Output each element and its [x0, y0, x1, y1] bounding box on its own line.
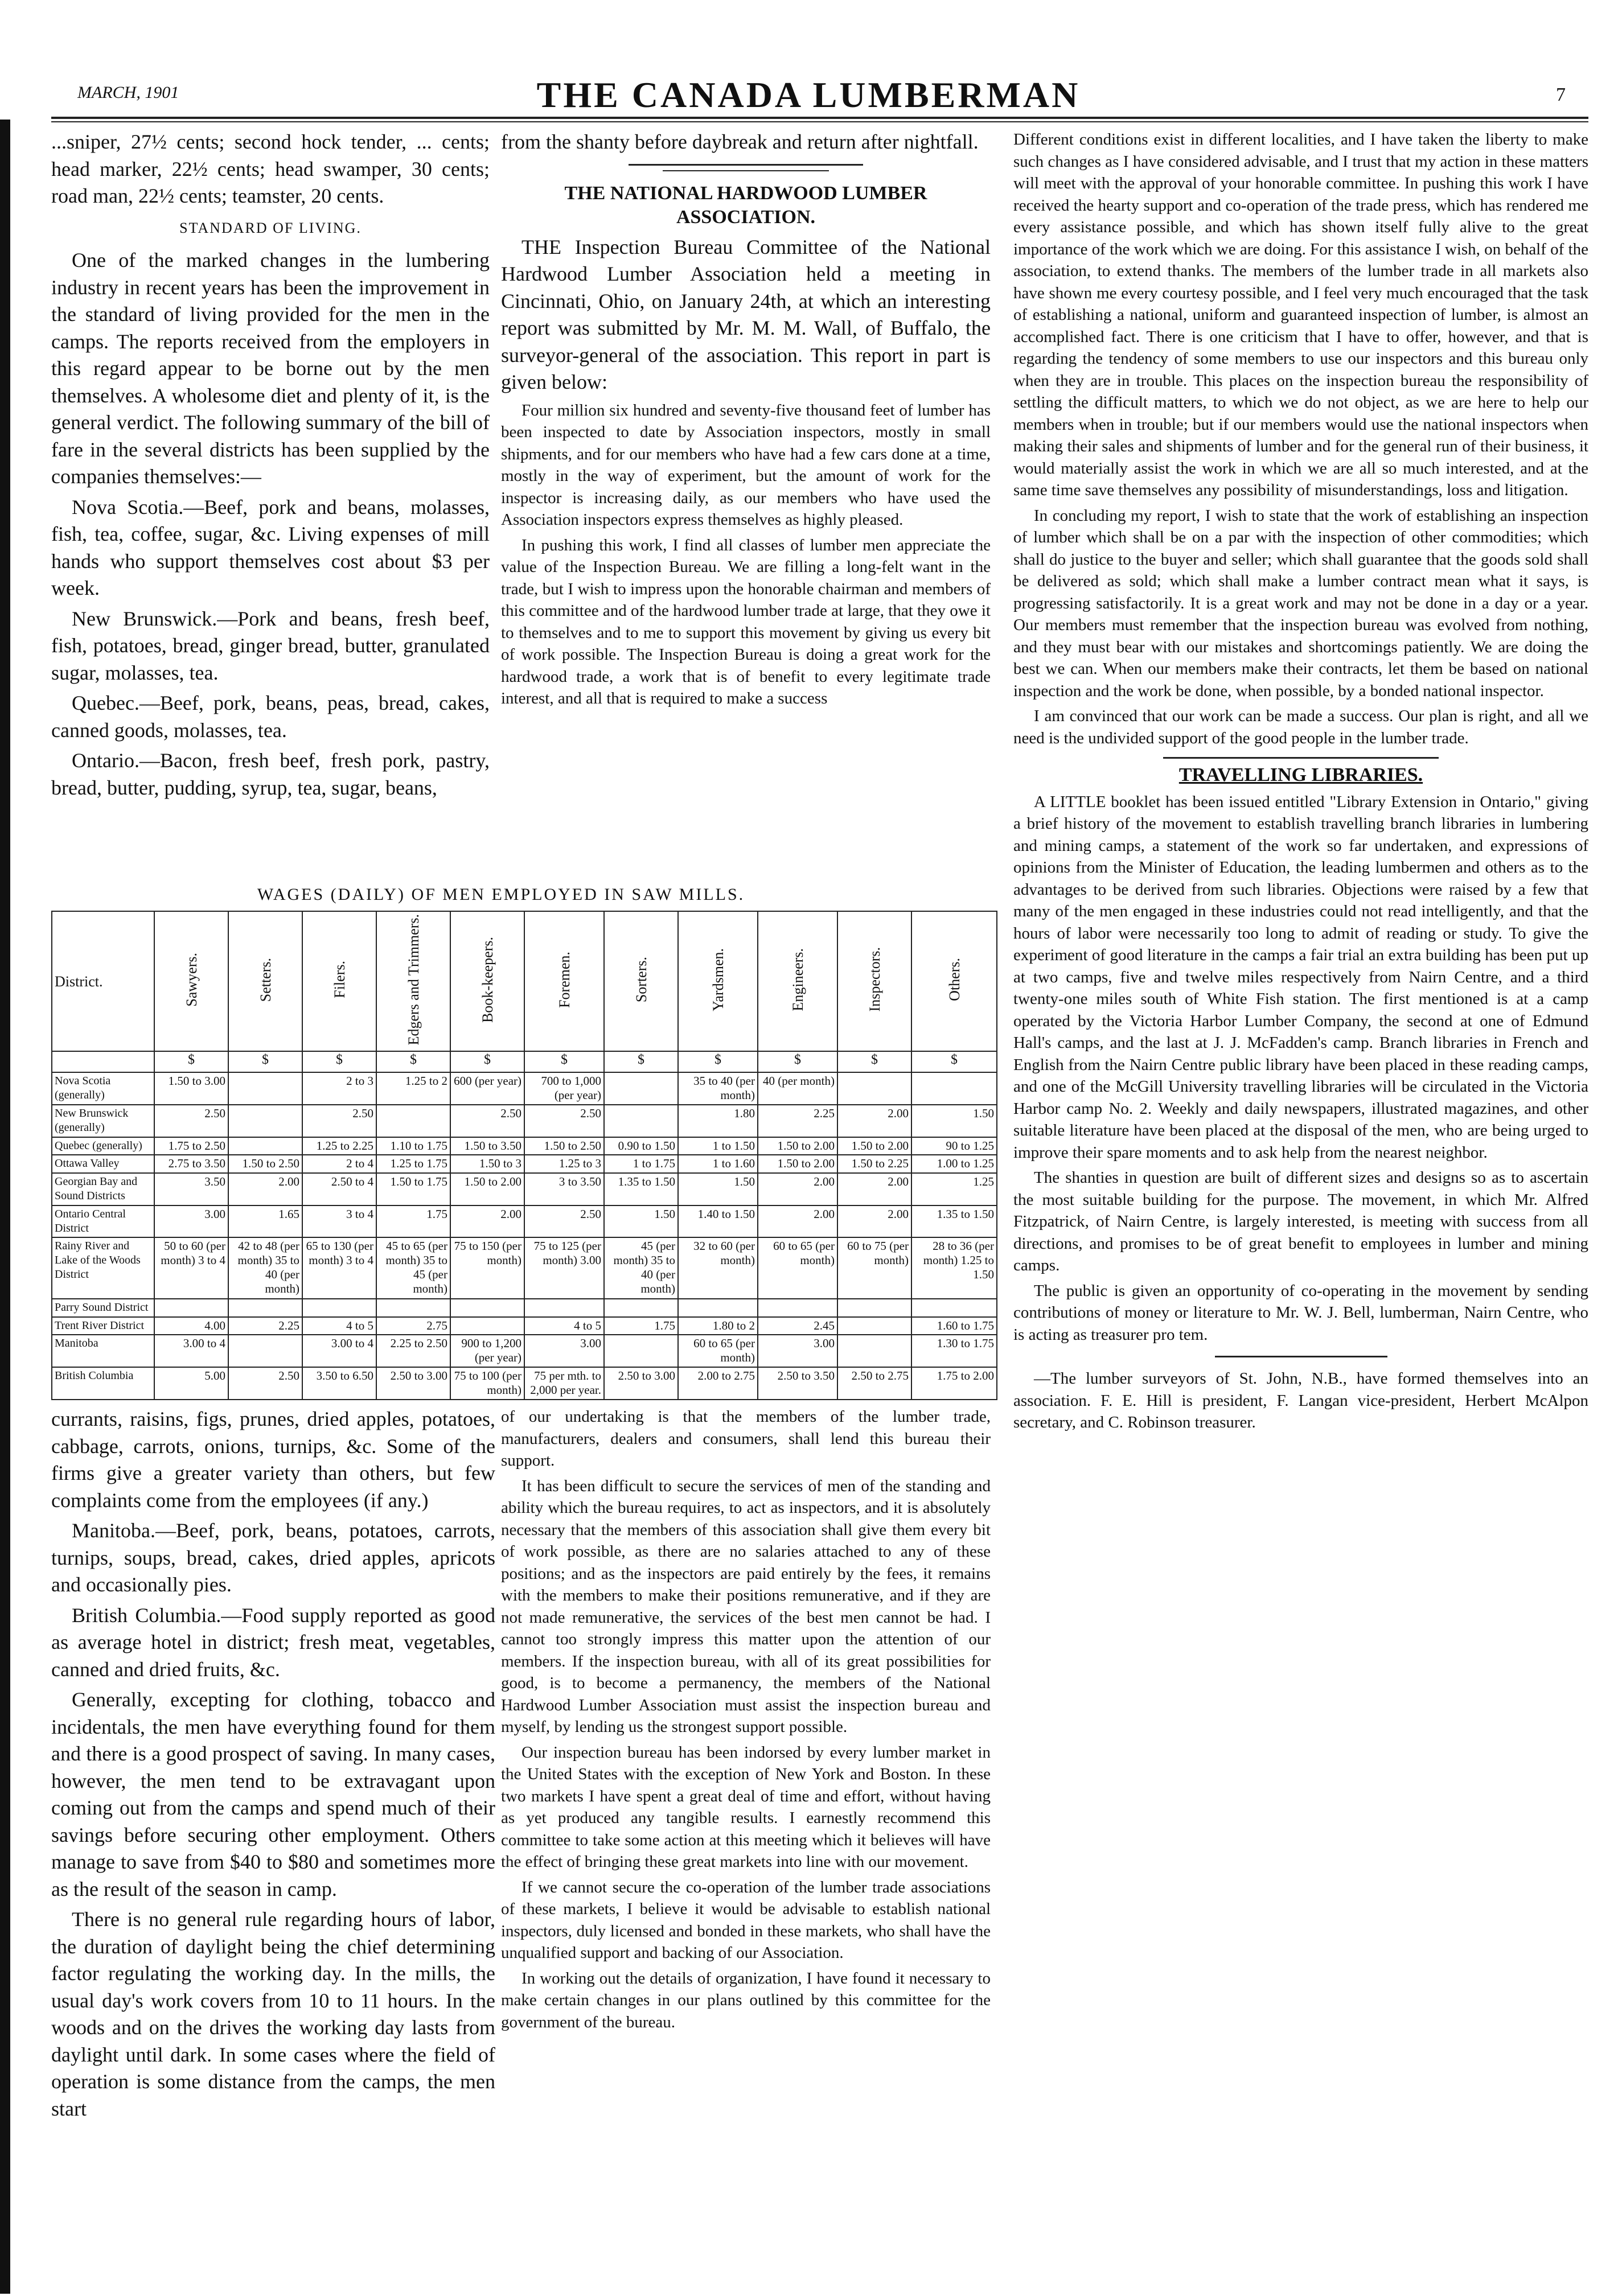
- table-cell: [837, 1299, 911, 1316]
- table-cell: 1.50 to 1.75: [376, 1173, 450, 1205]
- table-cell: 2.50 to 2.75: [837, 1367, 911, 1400]
- column-header: Sorters.: [604, 911, 678, 1051]
- table-cell: 2.25: [758, 1105, 837, 1137]
- divider: [1215, 1356, 1387, 1357]
- table-cell: 1.25 to 2: [376, 1072, 450, 1105]
- table-cell: [228, 1299, 302, 1316]
- table-cell: $: [524, 1051, 604, 1072]
- table-cell: 1.60 to 1.75: [911, 1317, 997, 1335]
- table-row: [52, 1072, 997, 1105]
- paragraph: from the shanty before daybreak and return after nightfall.: [501, 130, 979, 153]
- page-number: 7: [1556, 84, 1566, 105]
- paragraph: In working out the details of organization, I have found it necessary to make certain changes in our plans outlined by this committee for the government of the bureau.: [501, 1969, 991, 2031]
- table-cell: 2.00 to 2.75: [678, 1367, 758, 1400]
- table-cell: [911, 1299, 997, 1316]
- table-cell: 2 to 3: [302, 1072, 376, 1105]
- table-cell: 2.00: [758, 1173, 837, 1205]
- table-cell: 1.75: [376, 1205, 450, 1238]
- paragraph: ...sniper, 27½ cents; second hock tender, ... cents; head marker, 22½ cents; head swamper, 30 cents; road man, 22½ cents; teamster, 20 cents.: [51, 130, 490, 207]
- table-cell: 60 to 65 (per month): [758, 1237, 837, 1299]
- column-header: District.: [52, 911, 154, 1051]
- paragraph: I am convinced that our work can be made a success. Our plan is right, and all we need is the undivided support of the good people in the lumber trade.: [1013, 707, 1588, 747]
- paragraph: New Brunswick.—Pork and beans, fresh beef, fish, potatoes, bread, ginger bread, butter, granulated sugar, molasses, tea.: [51, 607, 490, 684]
- table-cell: 1.10 to 1.75: [376, 1137, 450, 1155]
- table-row: [52, 1173, 997, 1205]
- table-cell: [376, 1105, 450, 1137]
- table-cell: 60 to 75 (per month): [837, 1237, 911, 1299]
- table-cell: 60 to 65 (per month): [678, 1335, 758, 1367]
- table-cell: 1.50: [911, 1105, 997, 1137]
- table-cell: 2.50: [450, 1105, 524, 1137]
- heading-national-hardwood: THE NATIONAL HARDWOOD LUMBER ASSOCIATION.: [564, 182, 927, 228]
- table-cell: 3.00 to 4: [154, 1335, 228, 1367]
- table-cell: 1.25 to 1.75: [376, 1155, 450, 1172]
- table-cell: 2.50 to 3.00: [376, 1367, 450, 1400]
- table-cell: 2.25: [228, 1317, 302, 1335]
- table-cell: [228, 1137, 302, 1155]
- table-cell: 1.50 to 3.50: [450, 1137, 524, 1155]
- table-cell: [837, 1317, 911, 1335]
- table-cell: [911, 1072, 997, 1105]
- table-cell: 1.25 to 3: [524, 1155, 604, 1172]
- column-2-bottom: [501, 1406, 991, 2294]
- table-cell: 2.50: [228, 1367, 302, 1400]
- column-header: Others.: [911, 911, 997, 1051]
- paragraph: There is no general rule regarding hours of labor, the duration of daylight being the chief determining factor regulating the working day. In the mills, the usual day's work covers from 10 to 11 hours. In the woods and on the drives the working day lasts from daylight until dark. In some cases where the field of operation is some distance from the camps, the men start: [51, 1908, 495, 2120]
- column-2-top: [501, 129, 991, 883]
- table-cell: 3.00: [524, 1335, 604, 1367]
- table-row: [52, 1137, 997, 1155]
- news-note: —The lumber surveyors of St. John, N.B., have formed themselves into an association. F. E. Hill is president, F. Langan vice-president, Herbert McAlpon secretary, and C. Robinson treasurer.: [1013, 1369, 1588, 1431]
- table-cell: [450, 1299, 524, 1316]
- table-cell: 2.45: [758, 1317, 837, 1335]
- table-cell: [837, 1335, 911, 1367]
- table-cell: [376, 1299, 450, 1316]
- table-cell: 2.50: [154, 1105, 228, 1137]
- subheading-standard-of-living: STANDARD OF LIVING.: [179, 219, 362, 236]
- paragraph: Manitoba.—Beef, pork, beans, potatoes, carrots, turnips, soups, bread, cakes, dried apples, apricots and occasionally pies.: [51, 1519, 495, 1596]
- masthead: [34, 68, 1583, 120]
- table-cell: Nova Scotia (generally): [52, 1072, 154, 1105]
- table-cell: 2.75 to 3.50: [154, 1155, 228, 1172]
- table-cell: 3.50: [154, 1173, 228, 1205]
- paragraph: It has been difficult to secure the services of men of the standing and ability which the bureau requires, to act as inspectors, and it is absolutely necessary that the members of this association shall give them every bit of work possible, as there are no salaries attached to any of these positions; and as the inspectors are paid entirely by the fees, it remains with the members to make their positions remunerative, and if they are not made remunerative, the services of the best men cannot be had. I cannot too strongly impress this matter upon the attention of our members. If the inspection bureau, with all of its great possibilities for good, is to become a permanency, the members of the National Hardwood Lumber Association must assist the inspection bureau and myself, by lending us the strongest support possible.: [501, 1476, 991, 1736]
- table-cell: 1.50 to 3: [450, 1155, 524, 1172]
- paragraph: currants, raisins, figs, prunes, dried apples, potatoes, cabbage, carrots, onions, turnips, &c. Some of the firms give a greater variety than others, but few complaints come from the employees (if any.): [51, 1408, 495, 1512]
- paragraph: Different conditions exist in different localities, and I have taken the liberty to make such changes as I have considered advisable, and I trust that my action in these matters will meet with the approval of your honorable committee. In pushing this work I have received the hearty support and co-operation of the trade press, which has rendered me every assistance possible, and which has shown itself fully alive to the great importance of the work which we are doing. For this assistance I wish, on behalf of the association, to extend thanks. The members of the lumber trade in all markets also have shown me every courtesy possible, and I feel very much encouraged that the task of establishing a national, uniform and guaranteed inspection of lumber, is almost an accomplished fact. There is one criticism that I have to offer, however, and that is regarding the tendency of some members to use our inspectors and this bureau only when they are in trouble. This places on the inspection bureau the responsibility of settling the difficult matters, to which we do not object, as we are here to help our members when in trouble; but if our members would use the national inspectors when making their sales and shipments of lumber and for the general run of their business, it would materially assist the work in which we are all so much interested, and at the same time save themselves any possibility of misunderstandings, loss and litigation.: [1013, 130, 1588, 499]
- table-cell: 3.00: [758, 1335, 837, 1367]
- table-cell: 65 to 130 (per month) 3 to 4: [302, 1237, 376, 1299]
- paragraph: Quebec.—Beef, pork, beans, peas, bread, cakes, canned goods, molasses, tea.: [51, 692, 490, 742]
- table-cell: 1.35 to 1.50: [911, 1205, 997, 1238]
- divider: [1163, 757, 1439, 759]
- table-cell: $: [678, 1051, 758, 1072]
- table-cell: 1.50 to 2.00: [758, 1137, 837, 1155]
- table-cell: [604, 1105, 678, 1137]
- table-row: [52, 1155, 997, 1172]
- table-cell: 3.00 to 4: [302, 1335, 376, 1367]
- table-cell: [604, 1299, 678, 1316]
- table-cell: 4 to 5: [524, 1317, 604, 1335]
- table-row: [52, 1205, 997, 1238]
- table-cell: 2.00: [837, 1205, 911, 1238]
- table-cell: 1.50 to 2.50: [228, 1155, 302, 1172]
- table-cell: Georgian Bay and Sound Districts: [52, 1173, 154, 1205]
- table-cell: [678, 1299, 758, 1316]
- table-cell: 2.00: [450, 1205, 524, 1238]
- paragraph: British Columbia.—Food supply reported as good as average hotel in district; fresh meat, vegetables, canned and dried fruits, &c.: [51, 1603, 495, 1681]
- table-cell: [524, 1299, 604, 1316]
- table-cell: 42 to 48 (per month) 35 to 40 (per month): [228, 1237, 302, 1299]
- column-header: Setters.: [228, 911, 302, 1051]
- table-cell: $: [837, 1051, 911, 1072]
- table-cell: 45 to 65 (per month) 35 to 45 (per month): [376, 1237, 450, 1299]
- column-header: Filers.: [302, 911, 376, 1051]
- column-1-bottom: [51, 1406, 495, 2294]
- column-header: Foremen.: [524, 911, 604, 1051]
- table-cell: 2.50: [524, 1205, 604, 1238]
- table-cell: 35 to 40 (per month): [678, 1072, 758, 1105]
- table-cell: 2.50: [302, 1105, 376, 1137]
- column-3: [1013, 129, 1588, 2217]
- table-cell: 2 to 4: [302, 1155, 376, 1172]
- paragraph: Generally, excepting for clothing, tobacco and incidentals, the men have everything found for them and there is a good prospect of saving. In many cases, however, the men tend to be extravagant upon coming out from the camps and spend much of their savings before securing other employment. Others manage to save from $40 to $80 and sometimes more as the result of the season in camp.: [51, 1688, 495, 1900]
- table-cell: [228, 1105, 302, 1137]
- table-row: [52, 1335, 997, 1367]
- table-cell: British Columbia: [52, 1367, 154, 1400]
- table-cell: 2.50 to 4: [302, 1173, 376, 1205]
- table-cell: [52, 1051, 154, 1072]
- table-cell: 1.80 to 2: [678, 1317, 758, 1335]
- table-cell: 3 to 4: [302, 1205, 376, 1238]
- page-binding-edge: [0, 120, 10, 2294]
- table-cell: 3.50 to 6.50: [302, 1367, 376, 1400]
- table-cell: Ottawa Valley: [52, 1155, 154, 1172]
- paragraph: Four million six hundred and seventy-five thousand feet of lumber has been inspected to date by Association inspectors, mostly in small shipments, and for our members who have had a few cars done at a time, mostly in the way of experiment, but the amount of work for the inspector is increasing daily, as our members who have used the Association inspectors express themselves as highly pleased.: [501, 401, 991, 529]
- paragraph: Our inspection bureau has been indorsed by every lumber market in the United States with the exception of New York and Boston. In these two markets I have spent a great deal of time and effort, without having as yet produced any tangible results. I earnestly recommend this committee to take some action at this meeting which it believes will have the effect of bringing these great markets into line with our movement.: [501, 1743, 991, 1871]
- column-header: Engineers.: [758, 911, 837, 1051]
- table-cell: $: [604, 1051, 678, 1072]
- table-cell: 2.50 to 3.00: [604, 1367, 678, 1400]
- table-row: [52, 1105, 997, 1137]
- table-cell: 1.75 to 2.50: [154, 1137, 228, 1155]
- table-cell: [604, 1335, 678, 1367]
- paragraph: of our undertaking is that the members of the lumber trade, manufacturers, dealers and consumers, shall lend this bureau their support.: [501, 1408, 991, 1470]
- table-cell: 1.75: [604, 1317, 678, 1335]
- table-cell: 5.00: [154, 1367, 228, 1400]
- table-cell: 2.00: [758, 1205, 837, 1238]
- table-cell: 2.50: [524, 1105, 604, 1137]
- masthead-rule-thin: [51, 121, 1588, 122]
- table-cell: 1.30 to 1.75: [911, 1335, 997, 1367]
- paragraph: Nova Scotia.—Beef, pork and beans, molasses, fish, tea, coffee, sugar, &c. Living expenses of mill hands who support themselves cost about $3 per week.: [51, 495, 490, 599]
- table-row: [52, 1367, 997, 1400]
- paragraph: The public is given an opportunity of co-operating in the movement by sending contributions of money or literature to Mr. W. J. Bell, lumberman, Nairn Centre, who is acting as treasurer pro tem.: [1013, 1281, 1588, 1344]
- table-cell: 1.50: [604, 1205, 678, 1238]
- table-cell: $: [758, 1051, 837, 1072]
- divider: [663, 170, 829, 171]
- table-cell: Parry Sound District: [52, 1299, 154, 1316]
- table-cell: [758, 1299, 837, 1316]
- table-cell: 2.00: [837, 1105, 911, 1137]
- table-cell: 1.50 to 2.00: [450, 1173, 524, 1205]
- table-cell: 4.00: [154, 1317, 228, 1335]
- heading-travelling-libraries: TRAVELLING LIBRARIES.: [1178, 764, 1423, 785]
- paragraph: A LITTLE booklet has been issued entitled "Library Extension in Ontario," giving a brief history of the movement to establish travelling branch libraries in lumbering and mining camps, a statement of the work so far undertaken, and expressions of opinions from the Minister of Education, the leading lumbermen and others as to the advantages to be derived from such libraries. Objections were raised by a few that many of the men engaged in these industries could not read intelligently, and that the hours of labor were necessarily too long to admit of reading or study. To give the experiment of good literature in the camps a fair trial an extra building has been put up at two camps, five and twelve miles respectively from Nairn Centre, and a third twenty-one miles south of White Fish station. The first mentioned is at a camp operated by the Victoria Harbor Lumber Company, the second at one of Edmund Hall's camps, and the last at J. J. McFadden's camp. Branch libraries in French and English from the Nairn Centre public library have been placed in these reading camps, and one of the McGill University travelling libraries will be circulated in the Victoria Harbor camp No. 2. Weekly and daily newspapers, illustrated magazines, and other suitable literature have been placed at the disposal of the men, who are being urged to improve their spare moments and to ask help from the nearest neighbor.: [1013, 792, 1588, 1162]
- table-cell: Manitoba: [52, 1335, 154, 1367]
- table-row: [52, 1299, 997, 1316]
- table-cell: $: [376, 1051, 450, 1072]
- table-cell: 50 to 60 (per month) 3 to 4: [154, 1237, 228, 1299]
- table-cell: 1.50: [678, 1173, 758, 1205]
- column-header: Edgers and Trimmers.: [376, 911, 450, 1051]
- table-cell: 2.75: [376, 1317, 450, 1335]
- table-cell: $: [154, 1051, 228, 1072]
- table-cell: 32 to 60 (per month): [678, 1237, 758, 1299]
- paragraph: In concluding my report, I wish to state that the work of establishing an inspection of lumber which shall be on a par with the inspection of other commodities; which shall do justice to the buyer and seller; which shall guarantee that the goods sold shall be delivered as sold; which shall make a lumber contract mean what it says, is progressing satisfactorily. It is a great work and may not be done in a day or a year. Our members must remember that the inspection bureau was evolved from nothing, and they must bear with our mistakes and shortcomings patiently. We are doing the best we can. When our members make their contracts, let them be based on national inspection and the work be done, when possible, by a bonded national inspector.: [1013, 506, 1588, 700]
- table-cell: [228, 1072, 302, 1105]
- table-cell: 75 to 100 (per month): [450, 1367, 524, 1400]
- table-cell: 1 to 1.75: [604, 1155, 678, 1172]
- table-cell: 28 to 36 (per month) 1.25 to 1.50: [911, 1237, 997, 1299]
- column-header: Sawyers.: [154, 911, 228, 1051]
- paragraph: THE Inspection Bureau Committee of the National Hardwood Lumber Association held a meeting in Cincinnati, Ohio, on January 24th, at which an interesting report was submitted by Mr. M. M. Wall, of Buffalo, the surveyor-general of the association. This report in part is given below:: [501, 235, 991, 393]
- paragraph: The shanties in question are built of different sizes and designs so as to ascertain the most suitable building for the purpose. The movement, in which Mr. Alfred Fitzpatrick, of Nairn Centre, is largely interested, is meeting with success from all directions, and promises to be of great benefit to employees in lumber and mining camps.: [1013, 1168, 1588, 1274]
- table-cell: 1.40 to 1.50: [678, 1205, 758, 1238]
- table-cell: 900 to 1,200 (per year): [450, 1335, 524, 1367]
- table-cell: Rainy River and Lake of the Woods District: [52, 1237, 154, 1299]
- table-cell: New Brunswick (generally): [52, 1105, 154, 1137]
- table-caption: WAGES (DAILY) OF MEN EMPLOYED IN SAW MILLS.: [257, 885, 745, 904]
- table-cell: Ontario Central District: [52, 1205, 154, 1238]
- table-cell: [228, 1335, 302, 1367]
- table-cell: 0.90 to 1.50: [604, 1137, 678, 1155]
- table-cell: [302, 1299, 376, 1316]
- table-cell: 1.35 to 1.50: [604, 1173, 678, 1205]
- table-cell: 75 to 125 (per month) 3.00: [524, 1237, 604, 1299]
- table-cell: 600 (per year): [450, 1072, 524, 1105]
- column-header: Inspectors.: [837, 911, 911, 1051]
- table-cell: 4 to 5: [302, 1317, 376, 1335]
- table-cell: 1.00 to 1.25: [911, 1155, 997, 1172]
- table-cell: 1.25 to 2.25: [302, 1137, 376, 1155]
- table-cell: 75 per mth. to 2,000 per year.: [524, 1367, 604, 1400]
- table-cell: $: [450, 1051, 524, 1072]
- table-cell: [450, 1317, 524, 1335]
- table-cell: 700 to 1,000 (per year): [524, 1072, 604, 1105]
- table-cell: 1 to 1.50: [678, 1137, 758, 1155]
- table-cell: 1.25: [911, 1173, 997, 1205]
- table-cell: 2.25 to 2.50: [376, 1335, 450, 1367]
- table-units-row: [52, 1051, 997, 1072]
- table-cell: [837, 1072, 911, 1105]
- paragraph: If we cannot secure the co-operation of the lumber trade associations of these markets, I believe it would be advisable to establish national inspectors, duly licensed and bonded in these markets, who shall have the unqualified support and backing of our Association.: [501, 1878, 991, 1962]
- table-cell: 1.65: [228, 1205, 302, 1238]
- paragraph: In pushing this work, I find all classes of lumber men appreciate the value of the Inspection Bureau. We are filling a long-felt want in the trade, but I wish to impress upon the honorable chairman and members of this committee and of the hardwood lumber trade at large, that they owe it to themselves and to me to support this movement by giving us every bit of work possible. The Inspection Bureau is doing a great work for the hardwood trade, a work that is of benefit to every legitimate trade interest, and all that is required to make a success: [501, 536, 991, 707]
- table-cell: 1.50 to 2.25: [837, 1155, 911, 1172]
- table-cell: 75 to 150 (per month): [450, 1237, 524, 1299]
- table-cell: 1.75 to 2.00: [911, 1367, 997, 1400]
- table-cell: 2.00: [228, 1173, 302, 1205]
- table-cell: 1.80: [678, 1105, 758, 1137]
- table-cell: 3 to 3.50: [524, 1173, 604, 1205]
- divider: [629, 164, 864, 166]
- table-cell: $: [228, 1051, 302, 1072]
- masthead-rule: [51, 117, 1588, 119]
- table-row: [52, 1237, 997, 1299]
- table-cell: 2.50 to 3.50: [758, 1367, 837, 1400]
- table-cell: 1.50 to 2.00: [837, 1137, 911, 1155]
- table-cell: $: [911, 1051, 997, 1072]
- table-cell: 40 (per month): [758, 1072, 837, 1105]
- table-cell: Quebec (generally): [52, 1137, 154, 1155]
- column-header: Yardsmen.: [678, 911, 758, 1051]
- column-header: Book-keepers.: [450, 911, 524, 1051]
- issue-date: MARCH, 1901: [77, 83, 179, 102]
- table-header-row: [52, 911, 997, 1051]
- table-cell: $: [302, 1051, 376, 1072]
- table-cell: 1.50 to 2.50: [524, 1137, 604, 1155]
- table-row: [52, 1317, 997, 1335]
- table-cell: 1 to 1.60: [678, 1155, 758, 1172]
- table-cell: 3.00: [154, 1205, 228, 1238]
- column-1-top: [51, 129, 490, 883]
- table-body: [52, 1072, 997, 1400]
- table-cell: 2.00: [837, 1173, 911, 1205]
- table-cell: [154, 1299, 228, 1316]
- publication-title: THE CANADA LUMBERMAN: [536, 75, 1081, 115]
- table-cell: 1.50 to 2.00: [758, 1155, 837, 1172]
- table-cell: 45 (per month) 35 to 40 (per month): [604, 1237, 678, 1299]
- table-cell: 1.50 to 3.00: [154, 1072, 228, 1105]
- table-cell: [604, 1072, 678, 1105]
- paragraph: Ontario.—Bacon, fresh beef, fresh pork, pastry, bread, butter, pudding, syrup, tea, sugar, beans,: [51, 749, 490, 799]
- table-cell: Trent River District: [52, 1317, 154, 1335]
- table-cell: 90 to 1.25: [911, 1137, 997, 1155]
- paragraph: One of the marked changes in the lumbering industry in recent years has been the improvement in the standard of living provided for the men in the camps. The reports received from the employers in this regard appear to be borne out by the men themselves. A wholesome diet and plenty of it, is the general verdict. The following summary of the bill of fare in the several districts has been supplied by the companies themselves:—: [51, 249, 490, 488]
- wages-table: [51, 911, 997, 1400]
